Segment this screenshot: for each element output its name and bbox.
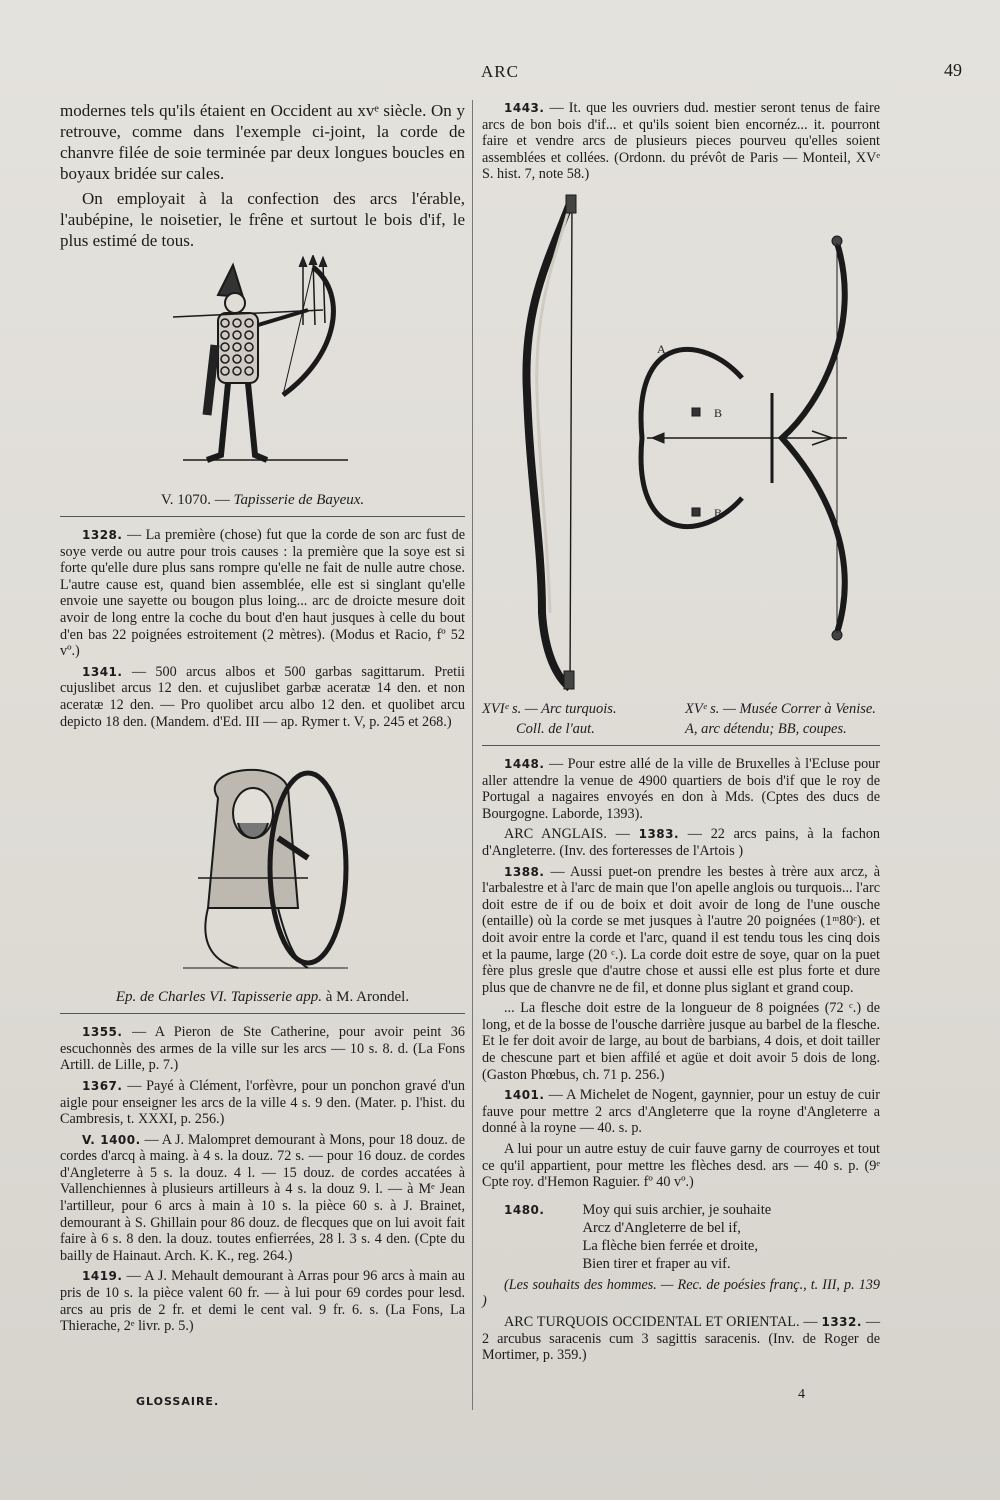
entry-date: 1448. [504,756,545,771]
entry-date: 1480. [504,1202,545,1217]
entry-1388 [482,864,880,997]
entry-text: — 22 arcs pains, à la fachon d'Angleterre. (Inv. des forteresses de l'Artois ) [482,826,881,859]
entry-text: — 2 arcubus saracenis cum 3 sagittis saracenis. (Inv. de Roger de Mortimer, p. 359.) [482,1314,880,1364]
entry-1388-cont: ... La flesche doit estre de la longueur de 8 poignées (72 ᶜ.) de long, et de la bosse de l'ousche darrière jusque au barbel de la flesche. Et le fer doit avoir de large, au bout de barbians, 4 dois, et doit tailler de chescune part et bien affilé et agüe et doit avoir 5 dois de long. (Gaston Phœbus, ch. 71 p. 256.) [482,1000,880,1083]
running-header: ARC [481,62,519,81]
poem-line: La flèche bien ferrée et droite, [582,1237,758,1254]
entry-text: — Payé à Clément, l'orfèvre, pour un ponchon gravé d'un aigle pour enseigner les arcs de la ville 4 s. 9 den. (Mater. p. l'hist. du Cambresis, t. XXXI, p. 256.) [60,1077,465,1128]
entry-1355 [60,1024,465,1074]
left-column [60,100,465,1339]
entry-1419 [60,1268,465,1334]
entry-text: — Pour estre allé de la ville de Bruxelles à l'Ecluse pour aller attendre la venue de 4900 quartiers de bois d'if que le roy de Portugal a nagaires envoyés en don à Mds. (Cptes des ducs de Bourgogne. Laborde, 1393). [482,755,880,822]
entry-1401 [482,1087,880,1137]
rule [60,1013,465,1014]
bow-caption-left-line1: XVIᵉ s. — Arc turquois. [482,700,617,717]
entry-text: — A J. Mehault demourant à Arras pour 96 arcs à main au pris de 10 s. la pièce valent 60 fr. — à lui pour 69 cordes pour lesd. arcs au pris de 2 fr. et demi le cent val. 9 fr. 6. s. (La Fons, La Thierache, 2ᵉ livr. p. 5.) [60,1268,465,1335]
column-divider [472,100,473,1410]
section-head-arc-anglais: ARC ANGLAIS. [504,826,607,843]
footer-glossaire: GLOSSAIRE. [136,1395,220,1408]
entry-date: 1355. [82,1025,123,1040]
entry-1443 [482,100,880,183]
right-column [482,100,880,1368]
figure-caption-source: Ep. de Charles VI. Tapisserie app. [115,989,323,1006]
entry-1480 [482,1201,880,1273]
bows-label-a: A [657,341,666,356]
entry-1448 [482,756,880,822]
entry-text: — 500 arcus albos et 500 garbas sagittarum. Pretii cujuslibet arcus 12 den. et cujuslibet garbæ aceratæ 14 den. et non aceratæ 12 den. — Pro quolibet arcu albo 12 den. et quolibet arcu depicto 18 den. (Mandem. d'Ed. III — ap. Rymer t. V, p. 245 et 268.) [60,663,465,730]
figure-caption-date: V. 1070. — [160,492,234,508]
poem-line: Moy qui suis archier, je souhaite [582,1201,772,1218]
bow-caption-right [685,699,880,739]
entry-1383: ARC ANGLAIS. — 1383. — 22 arcs pains, à la fachon d'Angleterre. (Inv. des forteresses de l'Artois ) [482,826,881,859]
entry-1341 [60,664,465,730]
bow-caption-left [482,699,677,739]
entry-text: — A Michelet de Nogent, gaynnier, pour un estuy de cuir fauve pour mettre 2 arcs d'Angleterre que la royne d'Angleterre a donné à la royne — 40. s. p. [482,1087,880,1137]
charles-vi-archer-illustration [158,758,368,973]
bow-caption-right-line1: XVᵉ s. — Musée Correr à Venise. [684,700,876,717]
entry-date: 1388. [504,864,545,879]
poem-line: Bien tirer et fraper au vif. [582,1255,731,1272]
bows-captions [482,699,880,739]
intro-paragraph-1: modernes tels qu'ils étaient en Occident au xvᵉ siècle. On y retrouve, comme dans l'exemple ci-joint, la corde de chanvre filée de soie terminée par deux longues boucles en boyaux bridée sur cales. [60,101,465,183]
bow-caption-left-line2: Coll. de l'aut. [516,720,595,737]
footer-signature: 4 [798,1387,805,1402]
bows-illustration [482,193,880,693]
entry-text: — It. que les ouvriers dud. mestier seront tenus de faire arcs de bon bois d'if... et qu'ils soient bien encornéz... it. pourront faire et vendre arcs de plusieurs pieces pourveu qu'elles soient assemblées et collées. (Ordonn. du prévôt de Paris — Monteil, XVᵉ S. hist. 7, note 58.) [482,100,880,183]
page-number: 49 [944,60,962,80]
figure-caption-owner: à M. Arondel. [322,989,410,1006]
rule [482,745,880,746]
poem-source: (Les souhaits des hommes. — Rec. de poésies franç., t. III, p. 139 ) [482,1276,880,1310]
section-head-arc-turquois: ARC TURQUOIS OCCIDENTAL ET ORIENTAL. [504,1314,800,1330]
entry-date: 1383. [638,827,680,842]
entry-text: — A Pieron de Ste Catherine, pour avoir peint 36 escuchonnès des armes de la ville sur les arcs — 10 s. 8. d. (La Fons Artill. de Lille, p. 7.) [60,1024,465,1074]
entry-date: 1419. [82,1269,123,1284]
figure-caption-bayeux [60,490,465,510]
entry-text: — La première (chose) fut que la corde de son arc fust de soye verde ou autre pour trois causes : la première que la soye est si forte qu'elle dure plus sans rompre qu'elle ne fait de nulle autre chose. L'autre cause est, quand bien assemblée, elle est si singlant qu'elle envoie une sayette ou bougon plus loing... arc de droicte mesure doit avoir de long entre la coche du bout d'en haut jusques à celle du bout d'en bas 22 poignées estroitement (2 mètres). (Modus et Racio, fº 52 vº.) [60,527,465,660]
intro-paragraph-2: On employait à la confection des arcs l'érable, l'aubépine, le noisetier, le frêne et surtout le bois d'if, le plus estimé de tous. [60,189,465,250]
figure-caption-source: Tapisserie de Bayeux. [233,492,365,508]
entry-date: 1401. [504,1088,545,1103]
poem-line: Arcz d'Angleterre de bel if, [582,1219,741,1236]
figure-caption-charles-vi [60,987,465,1007]
entry-1367 [60,1078,465,1128]
entry-1401-cont: A lui pour un autre estuy de cuir fauve garny de courroyes et tout ce qu'il appartient, pour mettre les flèches desd. ars — 40 s. p. (9ᵉ Cpte roy. d'Hemon Raguier. fº 40 vº.) [482,1141,880,1191]
entry-1400 [60,1132,465,1265]
entry-text: — Aussi puet-on prendre les bestes à trère aux arcz, à l'arbalestre et à l'arc de main que l'on apelle anglois ou turquois... l'arc doit estre de if ou de boix et doit avoir de long de l'une ousche (entaille) où la corde se met jusques à l'autre 20 poignées (1ᵐ80ᶜ). et doit avoir entre la corde et l'arc, quand il est tendu tous les cinq dois et la paume, large (20 ᶜ.). La corde doit estre de soye, quar on la puet fère plus gresle que d'autre chose et aussi elle est plus forte et dure plus que de chanvre ne de fil, et donne plus siglant et grand coup. [482,863,880,996]
entry-date: 1332. [821,1315,862,1329]
entry-date: V. 1400. [82,1132,141,1147]
entry-date: 1443. [504,101,545,115]
bows-label-b-upper: B [714,405,723,420]
rule [60,516,465,517]
bayeux-archer-illustration [163,255,363,480]
entry-date: 1341. [82,664,123,679]
entry-1332: ARC TURQUOIS OCCIDENTAL ET ORIENTAL. — 1332. — 2 arcubus saracenis cum 3 sagittis saracenis. (Inv. de Roger de Mortimer, p. 359.) [482,1314,880,1364]
bows-label-b-lower: B [714,505,723,520]
entry-text: — A J. Malompret demourant à Mons, pour 18 douz. de cordes d'arcq à maing. à 4 s. la douz. 72 s. — pour 16 douz. de cordes d'Angleterre à 5 s. la douz. 4 l. — 15 douz. de cordes accatées à Vallenchiennes à plusieurs artilleurs à 4 s. la douz 9. l. — à Mᵉ Jean l'artilleur, pour 6 arcs à main à 10 s. la pièce 60 s. à J. Brainet, demourant à S. Ghillain pour 86 douz. de flecques que on lui avoit fait faire à 6 s. 8 den. la douz. toutes enfierrées, 28 l. 3 s. 4 den. (Cpte du bailly de Hainaut. Arch. K. K., reg. 264.) [60,1131,465,1264]
bow-caption-right-line2: A, arc détendu; BB, coupes. [684,720,847,737]
poem [582,1201,771,1273]
entry-date: 1367. [82,1078,123,1093]
entry-date: 1328. [82,528,123,542]
entry-1328 [60,527,465,660]
